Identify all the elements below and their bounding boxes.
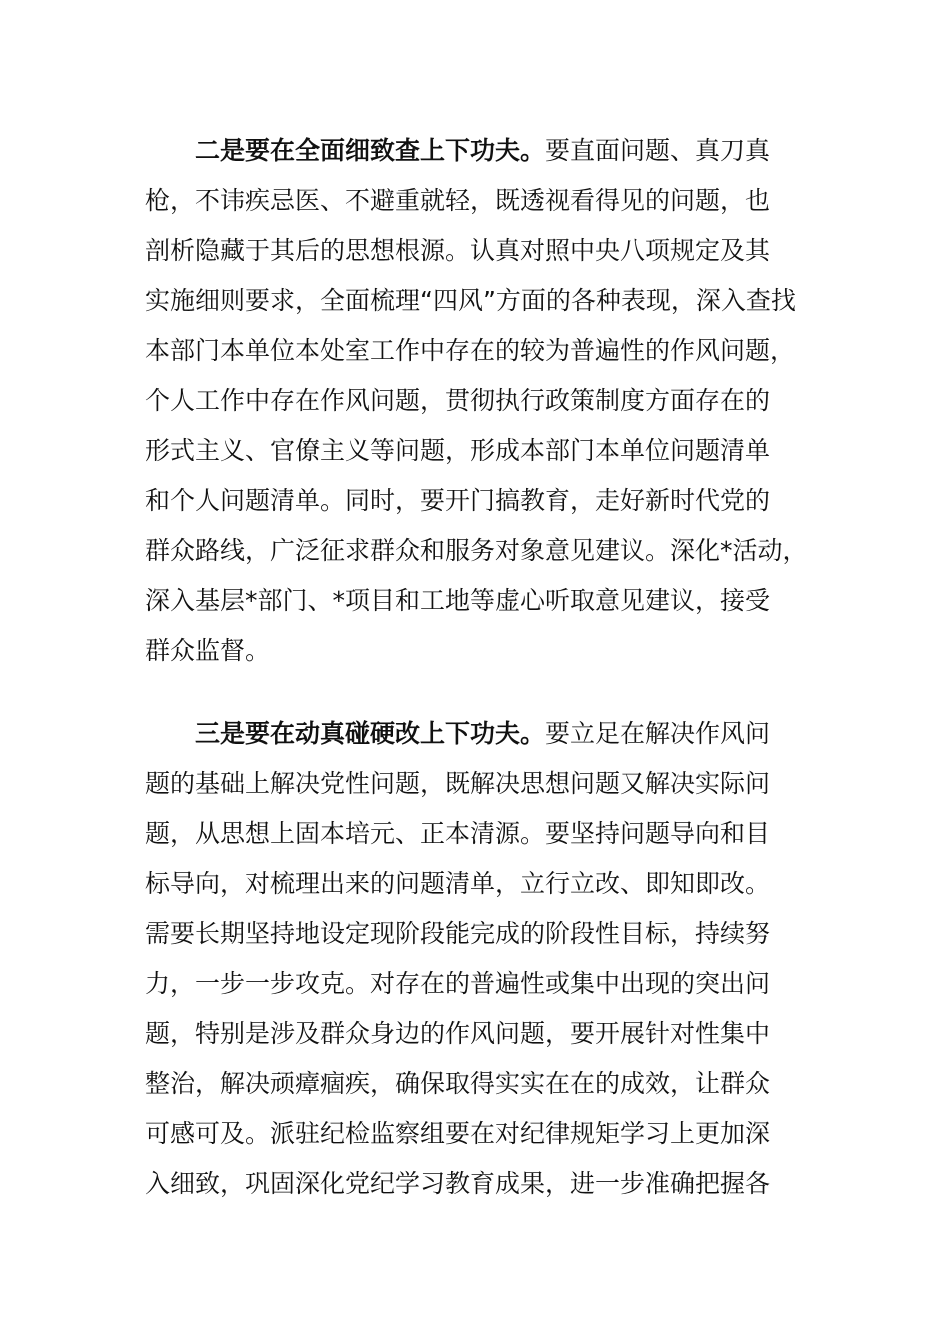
paragraph-lead-heading: 三是要在动真碰硬改上下功夫。 <box>195 719 546 748</box>
paragraph-text: 要直面问题、真刀真 <box>545 136 771 165</box>
paragraph-line: 群众监督。 <box>145 636 271 665</box>
paragraph-line: 题，从思想上固本培元、正本清源。要坚持问题导向和目 <box>145 819 771 848</box>
paragraph-line: 群众路线，广泛征求群众和服务对象意见建议。深化*活动， <box>145 536 808 565</box>
paragraph-line: 本部门本单位本处室工作中存在的较为普遍性的作风问题， <box>145 336 796 365</box>
paragraph-line: 枪，不讳疾忌医、不避重就轻，既透视看得见的问题，也 <box>145 186 771 215</box>
paragraph-line: 形式主义、官僚主义等问题，形成本部门本单位问题清单 <box>145 436 771 465</box>
paragraph-line: 需要长期坚持地设定现阶段能完成的阶段性目标，持续努 <box>145 919 771 948</box>
paragraph-line: 剖析隐藏于其后的思想根源。认真对照中央八项规定及其 <box>145 236 771 265</box>
paragraph-line: 个人工作中存在作风问题，贯彻执行政策制度方面存在的 <box>145 386 771 415</box>
paragraph-first-line <box>145 126 825 176</box>
paragraph-lead-heading: 二是要在全面细致查上下功夫。 <box>195 136 546 165</box>
paragraph-line: 整治，解决顽瘴痼疾，确保取得实实在在的成效，让群众 <box>145 1069 771 1098</box>
paragraph-first-line <box>145 709 825 759</box>
paragraph-line: 入细致，巩固深化党纪学习教育成果，进一步准确把握各 <box>145 1169 771 1198</box>
paragraph-line: 实施细则要求，全面梳理“四风”方面的各种表现，深入查找 <box>145 286 796 315</box>
paragraph-line: 题的基础上解决党性问题，既解决思想问题又解决实际问 <box>145 769 771 798</box>
paragraph-line: 题，特别是涉及群众身边的作风问题，要开展针对性集中 <box>145 1019 771 1048</box>
paragraph-comprehensive-check <box>145 126 825 676</box>
paragraph-line: 可感可及。派驻纪检监察组要在对纪律规矩学习上更加深 <box>145 1119 771 1148</box>
paragraph-line: 力，一步一步攻克。对存在的普遍性或集中出现的突出问 <box>145 969 771 998</box>
paragraph-line: 和个人问题清单。同时，要开门搞教育，走好新时代党的 <box>145 486 771 515</box>
paragraph-line: 标导向，对梳理出来的问题清单，立行立改、即知即改。 <box>145 869 771 898</box>
paragraph-line: 深入基层*部门、*项目和工地等虚心听取意见建议，接受 <box>145 586 771 615</box>
paragraph-real-rectification <box>145 709 825 1209</box>
paragraph-text: 要立足在解决作风问 <box>545 719 771 748</box>
